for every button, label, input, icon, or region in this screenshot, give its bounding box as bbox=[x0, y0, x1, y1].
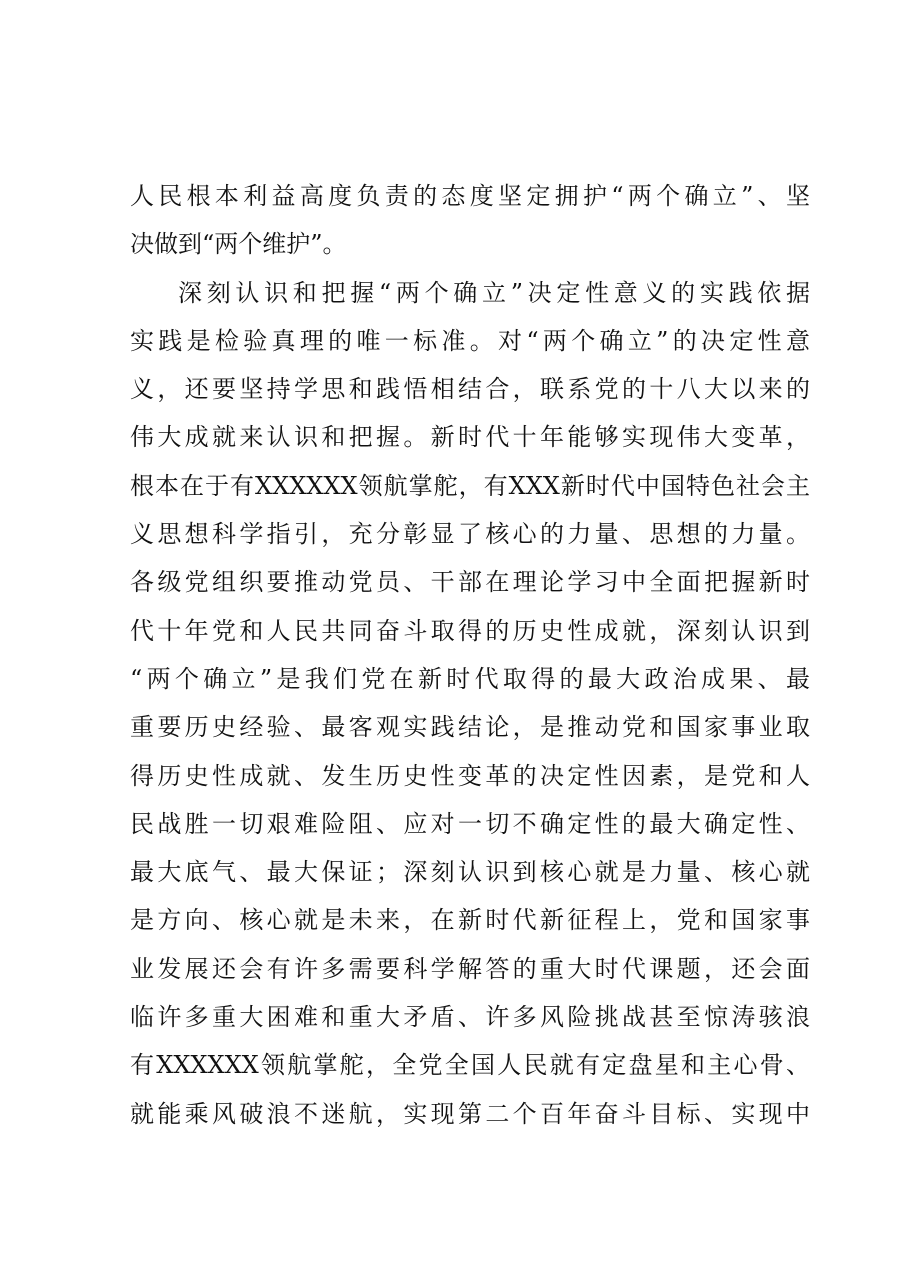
text-line: 有XXXXXX领航掌舵，全党全国人民就有定盘星和主心骨、 bbox=[130, 1051, 810, 1080]
text-line: 各级党组织要推动党员、干部在理论学习中全面把握新时 bbox=[130, 568, 810, 597]
text-line: 根本在于有XXXXXX领航掌舵，有XXX新时代中国特色社会主 bbox=[130, 471, 810, 500]
text-line: 就能乘风破浪不迷航，实现第二个百年奋斗目标、实现中 bbox=[130, 1099, 810, 1128]
text-line: 代十年党和人民共同奋斗取得的历史性成就，深刻认识到 bbox=[130, 616, 810, 645]
document-body bbox=[130, 172, 810, 1138]
text-line: 临许多重大困难和重大矛盾、许多风险挑战甚至惊涛骇浪 bbox=[130, 1003, 810, 1032]
text-line: 义，还要坚持学思和践悟相结合，联系党的十八大以来的 bbox=[130, 375, 810, 404]
text-line: 重要历史经验、最客观实践结论，是推动党和国家事业取 bbox=[130, 713, 810, 742]
text-line: 伟大成就来认识和把握。新时代十年能够实现伟大变革， bbox=[130, 423, 810, 452]
text-line: “两个确立”是我们党在新时代取得的最大政治成果、最 bbox=[130, 664, 810, 693]
text-line: 人民根本利益高度负责的态度坚定拥护“两个确立”、坚 bbox=[130, 182, 810, 210]
text-line: 业发展还会有许多需要科学解答的重大时代课题，还会面 bbox=[130, 954, 810, 983]
text-line: 义思想科学指引，充分彰显了核心的力量、思想的力量。 bbox=[130, 520, 810, 549]
text-line: 得历史性成就、发生历史性变革的决定性因素，是党和人 bbox=[130, 761, 810, 790]
text-line: 民战胜一切艰难险阻、应对一切不确定性的最大确定性、 bbox=[130, 809, 810, 838]
text-line: 是方向、核心就是未来，在新时代新征程上，党和国家事 bbox=[130, 906, 810, 935]
text-line: 实践是检验真理的唯一标准。对“两个确立”的决定性意 bbox=[130, 326, 810, 355]
text-line: 决做到“两个维护”。 bbox=[130, 230, 347, 259]
section-heading: 深刻认识和把握“两个确立”决定性意义的实践依据 bbox=[178, 278, 810, 307]
text-line: 最大底气、最大保证；深刻认识到核心就是力量、核心就 bbox=[130, 858, 810, 887]
